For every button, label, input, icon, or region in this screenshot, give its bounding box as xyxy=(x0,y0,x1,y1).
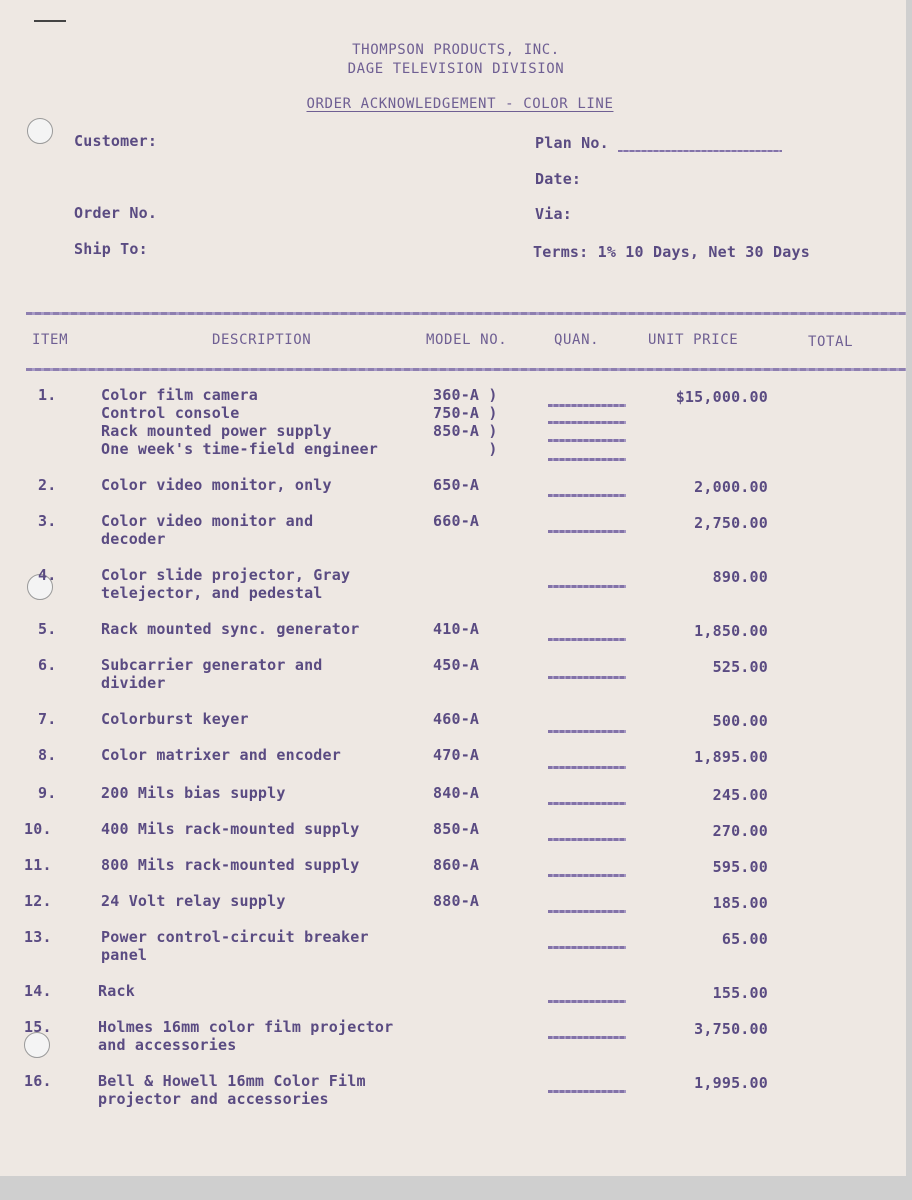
item-description: Control console xyxy=(101,404,240,422)
unit-price: 65.00 xyxy=(721,930,768,948)
item-number: 13. xyxy=(24,928,52,946)
item-model: 650-A xyxy=(433,476,480,494)
item-description: divider xyxy=(101,674,166,692)
item-description: Color slide projector, Gray xyxy=(101,566,351,584)
quantity-blank xyxy=(548,458,626,461)
unit-price: 270.00 xyxy=(712,822,768,840)
unit-price: 2,000.00 xyxy=(694,478,768,496)
quantity-blank xyxy=(548,585,626,588)
plan-no-label: Plan No. xyxy=(535,134,609,152)
item-description: Holmes 16mm color film projector xyxy=(98,1018,394,1036)
item-model: 460-A xyxy=(433,710,480,728)
quantity-blank xyxy=(548,530,626,533)
column-total: TOTAL xyxy=(808,334,854,350)
item-number: 12. xyxy=(24,892,52,910)
item-model: 660-A xyxy=(433,512,480,530)
unit-price: $15,000.00 xyxy=(675,388,768,406)
quantity-blank xyxy=(548,838,626,841)
item-model: 450-A xyxy=(433,656,480,674)
item-description: Color matrixer and encoder xyxy=(101,746,341,764)
item-number: 14. xyxy=(24,982,52,1000)
column-description: DESCRIPTION xyxy=(212,332,312,348)
item-description: Color video monitor and xyxy=(101,512,314,530)
item-description: 200 Mils bias supply xyxy=(101,784,286,802)
order-no-label: Order No. xyxy=(74,204,158,222)
item-description: telejector, and pedestal xyxy=(101,584,323,602)
item-description: Power control-circuit breaker xyxy=(101,928,369,946)
quantity-blank xyxy=(548,1090,626,1093)
item-description: Color film camera xyxy=(101,386,258,404)
column-quan: QUAN. xyxy=(554,332,600,348)
item-description: panel xyxy=(101,946,148,964)
plan-no-line xyxy=(618,150,782,152)
item-number: 8. xyxy=(38,746,57,764)
item-description: 24 Volt relay supply xyxy=(101,892,286,910)
quantity-blank xyxy=(548,910,626,913)
header-rule-top xyxy=(26,312,906,315)
item-description: Rack mounted sync. generator xyxy=(101,620,360,638)
customer-label: Customer: xyxy=(74,132,158,150)
item-description: 800 Mils rack-mounted supply xyxy=(101,856,360,874)
unit-price: 245.00 xyxy=(712,786,768,804)
item-model: 750-A ) xyxy=(433,404,498,422)
item-number: 11. xyxy=(24,856,52,874)
item-model: 850-A xyxy=(433,820,480,838)
quantity-blank xyxy=(548,1036,626,1039)
item-model: 410-A xyxy=(433,620,480,638)
quantity-blank xyxy=(548,638,626,641)
unit-price: 595.00 xyxy=(712,858,768,876)
division-name: DAGE TELEVISION DIVISION xyxy=(347,61,565,77)
item-number: 4. xyxy=(38,566,57,584)
unit-price: 525.00 xyxy=(712,658,768,676)
item-number: 9. xyxy=(38,784,57,802)
quantity-blank xyxy=(548,439,626,442)
item-model: 470-A xyxy=(433,746,480,764)
quantity-blank xyxy=(548,946,626,949)
item-number: 1. xyxy=(38,386,57,404)
unit-price: 500.00 xyxy=(712,712,768,730)
header-rule-bottom xyxy=(26,368,906,371)
item-description: projector and accessories xyxy=(98,1090,329,1108)
item-description: One week's time-field engineer xyxy=(101,440,378,458)
item-description: Bell & Howell 16mm Color Film xyxy=(98,1072,366,1090)
item-model: 360-A ) xyxy=(433,386,498,404)
item-description: and accessories xyxy=(98,1036,237,1054)
unit-price: 2,750.00 xyxy=(694,514,768,532)
quantity-blank xyxy=(548,874,626,877)
item-number: 6. xyxy=(38,656,57,674)
item-description: Colorburst keyer xyxy=(101,710,249,728)
via-label: Via: xyxy=(535,205,572,223)
item-number: 3. xyxy=(38,512,57,530)
item-description: Subcarrier generator and xyxy=(101,656,323,674)
item-model: 880-A xyxy=(433,892,480,910)
item-model: 840-A xyxy=(433,784,480,802)
item-description: Color video monitor, only xyxy=(101,476,332,494)
unit-price: 1,995.00 xyxy=(694,1074,768,1092)
item-number: 5. xyxy=(38,620,57,638)
quantity-blank xyxy=(548,766,626,769)
unit-price: 3,750.00 xyxy=(694,1020,768,1038)
item-model: 850-A ) xyxy=(433,422,498,440)
quantity-blank xyxy=(548,730,626,733)
unit-price: 1,895.00 xyxy=(694,748,768,766)
corner-mark xyxy=(34,20,66,22)
item-description: 400 Mils rack-mounted supply xyxy=(101,820,360,838)
item-model: 860-A xyxy=(433,856,480,874)
company-name: THOMPSON PRODUCTS, INC. xyxy=(352,42,560,58)
item-model: ) xyxy=(433,440,498,458)
terms-label: Terms: 1% 10 Days, Net 30 Days xyxy=(533,243,810,261)
item-number: 10. xyxy=(24,820,52,838)
item-number: 7. xyxy=(38,710,57,728)
item-description: Rack mounted power supply xyxy=(101,422,332,440)
item-number: 2. xyxy=(38,476,57,494)
item-number: 16. xyxy=(24,1072,52,1090)
quantity-blank xyxy=(548,494,626,497)
item-number: 15. xyxy=(24,1018,52,1036)
item-description: Rack xyxy=(98,982,135,1000)
document-title: ORDER ACKNOWLEDGEMENT - COLOR LINE xyxy=(306,96,614,112)
item-description: decoder xyxy=(101,530,166,548)
ship-to-label: Ship To: xyxy=(74,240,148,258)
column-unit-price: UNIT PRICE xyxy=(648,332,739,348)
punch-hole xyxy=(27,118,53,144)
quantity-blank xyxy=(548,404,626,407)
unit-price: 155.00 xyxy=(712,984,768,1002)
column-item: ITEM xyxy=(32,332,69,348)
date-label: Date: xyxy=(535,170,582,188)
quantity-blank xyxy=(548,421,626,424)
unit-price: 890.00 xyxy=(712,568,768,586)
unit-price: 185.00 xyxy=(712,894,768,912)
unit-price: 1,850.00 xyxy=(694,622,768,640)
quantity-blank xyxy=(548,1000,626,1003)
quantity-blank xyxy=(548,802,626,805)
column-model: MODEL NO. xyxy=(426,332,508,348)
quantity-blank xyxy=(548,676,626,679)
